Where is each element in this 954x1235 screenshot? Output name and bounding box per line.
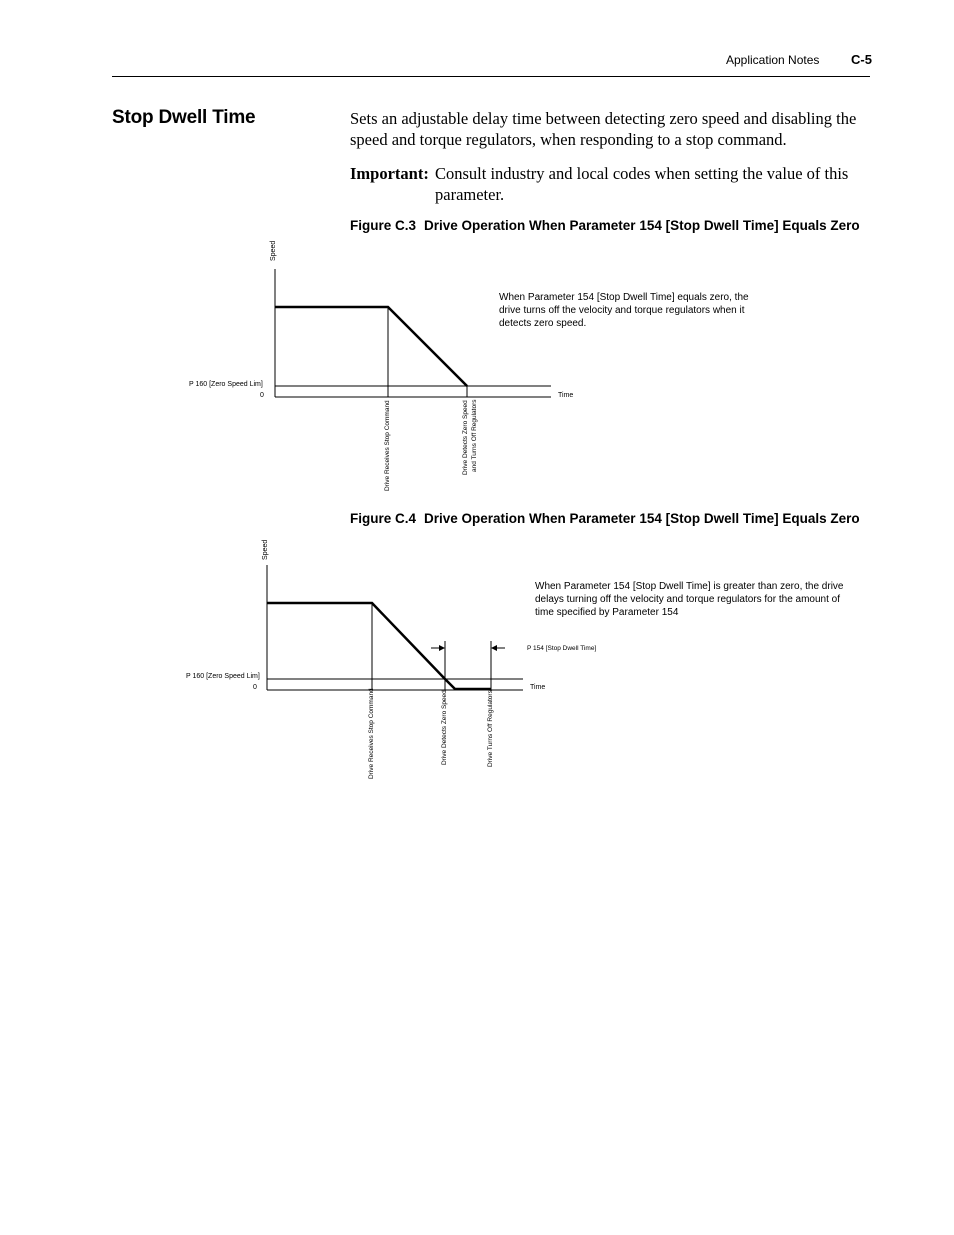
c4-zero-label: 0 bbox=[253, 684, 257, 691]
c3-note-line-1: When Parameter 154 [Stop Dwell Time] equals zero, the bbox=[499, 292, 749, 303]
c4-note-line-3: time specified by Parameter 154 bbox=[535, 607, 679, 618]
c4-speed-profile bbox=[267, 603, 491, 689]
c4-threshold-label: P 160 [Zero Speed Lim] bbox=[186, 673, 260, 680]
important-label: Important: bbox=[350, 164, 429, 183]
c3-speed-profile bbox=[275, 307, 467, 386]
header-section-title: Application Notes bbox=[726, 53, 820, 67]
c4-note-line-2: delays turning off the velocity and torque regulators for the amount of bbox=[535, 594, 840, 605]
section-title: Stop Dwell Time bbox=[112, 107, 256, 128]
c4-note-line-1: When Parameter 154 [Stop Dwell Time] is greater than zero, the drive bbox=[535, 581, 844, 592]
c3-y-axis-label: Speed bbox=[270, 240, 277, 261]
figure-c3-title: Drive Operation When Parameter 154 [Stop Dwell Time] Equals Zero bbox=[424, 218, 860, 233]
c4-event-zero: Drive Detects Zero Speed bbox=[441, 690, 448, 765]
c3-note-line-3: detects zero speed. bbox=[499, 318, 587, 329]
c4-dwell-arrowhead-right bbox=[491, 645, 497, 651]
c3-event-zero-line1: Drive Detects Zero Speed bbox=[462, 400, 469, 475]
section-paragraph: Sets an adjustable delay time between detecting zero speed and disabling the speed and torque regulators, when responding to a stop command. bbox=[350, 109, 857, 149]
figure-c4-number: Figure C.4 bbox=[350, 511, 417, 526]
c4-y-axis-label: Speed bbox=[262, 539, 269, 560]
c3-note-line-2: drive turns off the velocity and torque regulators when it bbox=[499, 305, 745, 316]
c4-event-stop: Drive Receives Stop Command bbox=[368, 688, 375, 779]
c4-dwell-arrowhead-left bbox=[439, 645, 445, 651]
c3-x-axis-label: Time bbox=[558, 392, 574, 399]
c3-event-stop: Drive Receives Stop Command bbox=[384, 400, 391, 491]
c4-dwell-label: P 154 [Stop Dwell Time] bbox=[527, 645, 597, 652]
figure-c4-title: Drive Operation When Parameter 154 [Stop Dwell Time] Equals Zero bbox=[424, 511, 860, 526]
figure-c4-diagram bbox=[186, 540, 844, 779]
c3-zero-label: 0 bbox=[260, 392, 264, 399]
header-page-number: C-5 bbox=[851, 52, 872, 67]
figure-c3-diagram bbox=[189, 241, 749, 491]
c4-event-off: Drive Turns Off Regulators bbox=[487, 690, 494, 767]
c3-event-zero-line2: and Turns Off Regulators bbox=[471, 399, 478, 472]
c4-x-axis-label: Time bbox=[530, 684, 546, 691]
figure-c4-caption bbox=[350, 511, 860, 526]
figure-c3-number: Figure C.3 bbox=[350, 218, 417, 233]
c3-threshold-label: P 160 [Zero Speed Lim] bbox=[189, 381, 263, 388]
important-text: Consult industry and local codes when setting the value of this parameter. bbox=[435, 164, 849, 204]
